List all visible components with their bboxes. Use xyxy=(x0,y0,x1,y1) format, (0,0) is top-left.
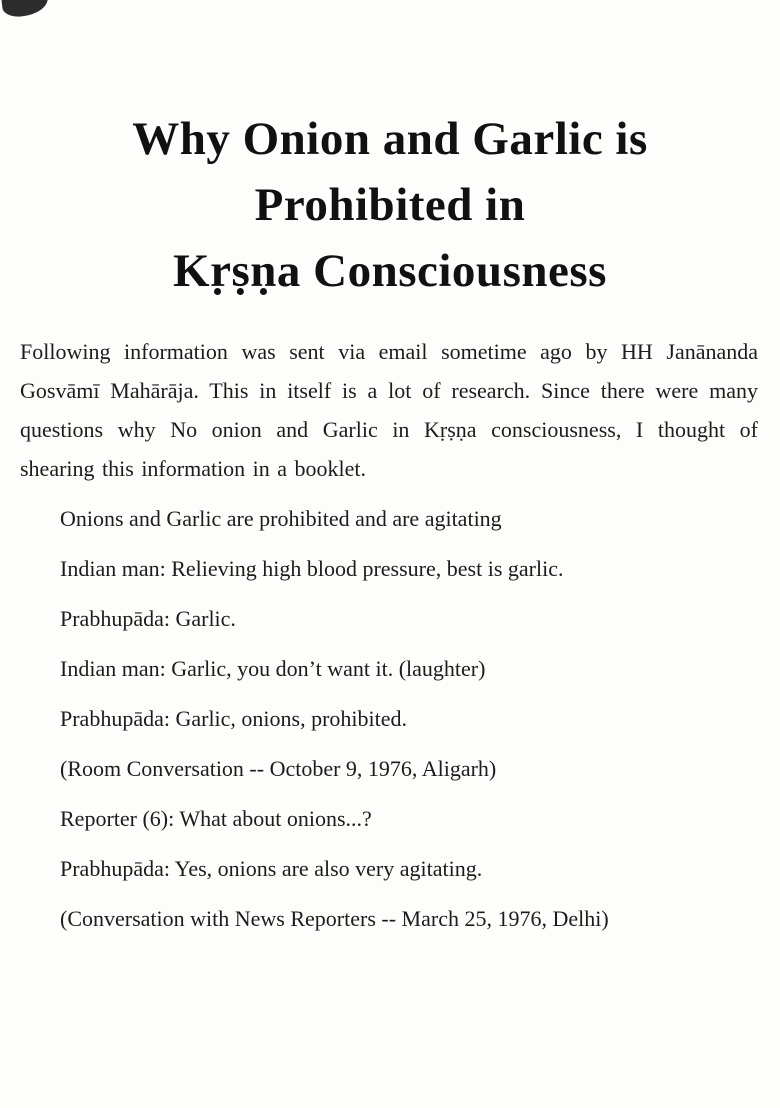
dialogue-line: Indian man: Garlic, you don’t want it. (laughter) xyxy=(60,656,486,681)
title-line-2: Prohibited in xyxy=(254,179,526,231)
page-title xyxy=(20,106,760,304)
intro-paragraph: Following information was sent via email sometime ago by HH Janānanda Gosvāmī Mahārāja. This in itself is a lot of research. Since there were many questions why No onion and Garlic in Kṛṣṇa consciousness, I thought of shearing this information in a booklet. xyxy=(20,339,758,481)
dialogue-line: Prabhupāda: Yes, onions are also very agitating. xyxy=(60,856,483,881)
dialogue-section xyxy=(20,504,760,934)
dialogue-line: Prabhupāda: Garlic. xyxy=(60,606,236,631)
dialogue-line: Indian man: Relieving high blood pressure, best is garlic. xyxy=(60,556,564,581)
dialogue-line: Prabhupāda: Garlic, onions, prohibited. xyxy=(60,706,408,731)
dialogue-line: Onions and Garlic are prohibited and are agitating xyxy=(60,506,502,531)
dialogue-line: (Room Conversation -- October 9, 1976, Aligarh) xyxy=(60,756,497,781)
title-line-3: Kṛṣṇa Consciousness xyxy=(173,245,607,297)
title-line-1: Why Onion and Garlic is xyxy=(132,113,648,165)
dialogue-line: Reporter (6): What about onions...? xyxy=(60,806,372,831)
dialogue-line: (Conversation with News Reporters -- March 25, 1976, Delhi) xyxy=(60,906,609,931)
